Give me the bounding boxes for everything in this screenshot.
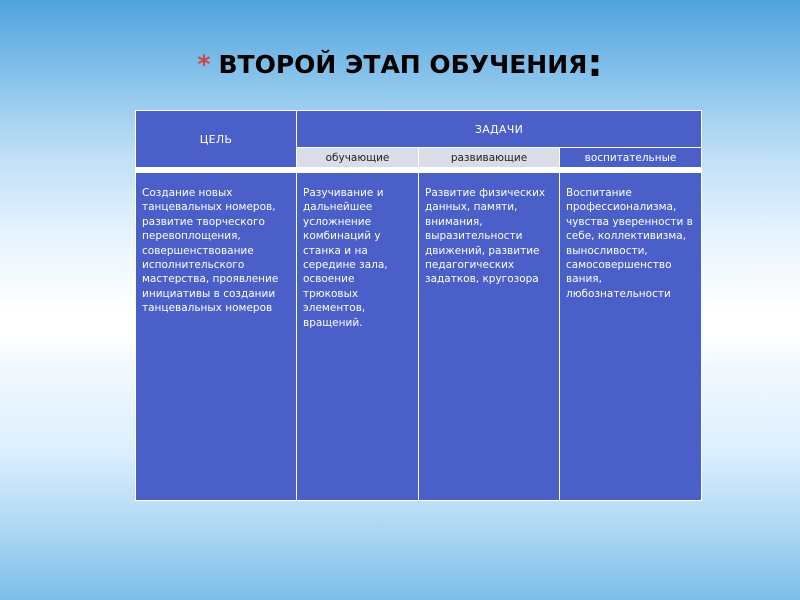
title-bullet: * <box>197 50 211 79</box>
goal-cell: Создание новых танцевальных номеров, развитие творческого перевоплощения, совершенствование исполнительского мастерства, проявление инициативы в создании танцевальных номеров <box>136 173 297 501</box>
tasks-header: ЗАДАЧИ <box>297 111 702 148</box>
title-colon: : <box>587 41 603 85</box>
task-type-developing: развивающие <box>419 148 560 168</box>
table-header-row <box>136 111 702 148</box>
goal-header: ЦЕЛЬ <box>136 111 297 168</box>
developing-cell: Развитие физических данных, памяти, внимания, выразительности движений, развитие педагогических задатков, кругозора <box>419 173 560 501</box>
task-type-teaching: обучающие <box>297 148 419 168</box>
table-row <box>136 173 702 501</box>
task-type-educational: воспитательные <box>560 148 702 168</box>
slide-title <box>0 38 800 85</box>
teaching-cell: Разучивание и дальнейшее усложнение комбинаций у станка и на середине зала, освоение трюковых элементов, вращений. <box>297 173 419 501</box>
title-text: ВТОРОЙ ЭТАП ОБУЧЕНИЯ <box>218 50 588 79</box>
educational-cell: Воспитание профессионализма, чувства уверенности в себе, коллективизма, выносливости, самосовершенство вания, любознательности <box>560 173 702 501</box>
training-stage-table <box>135 110 702 501</box>
